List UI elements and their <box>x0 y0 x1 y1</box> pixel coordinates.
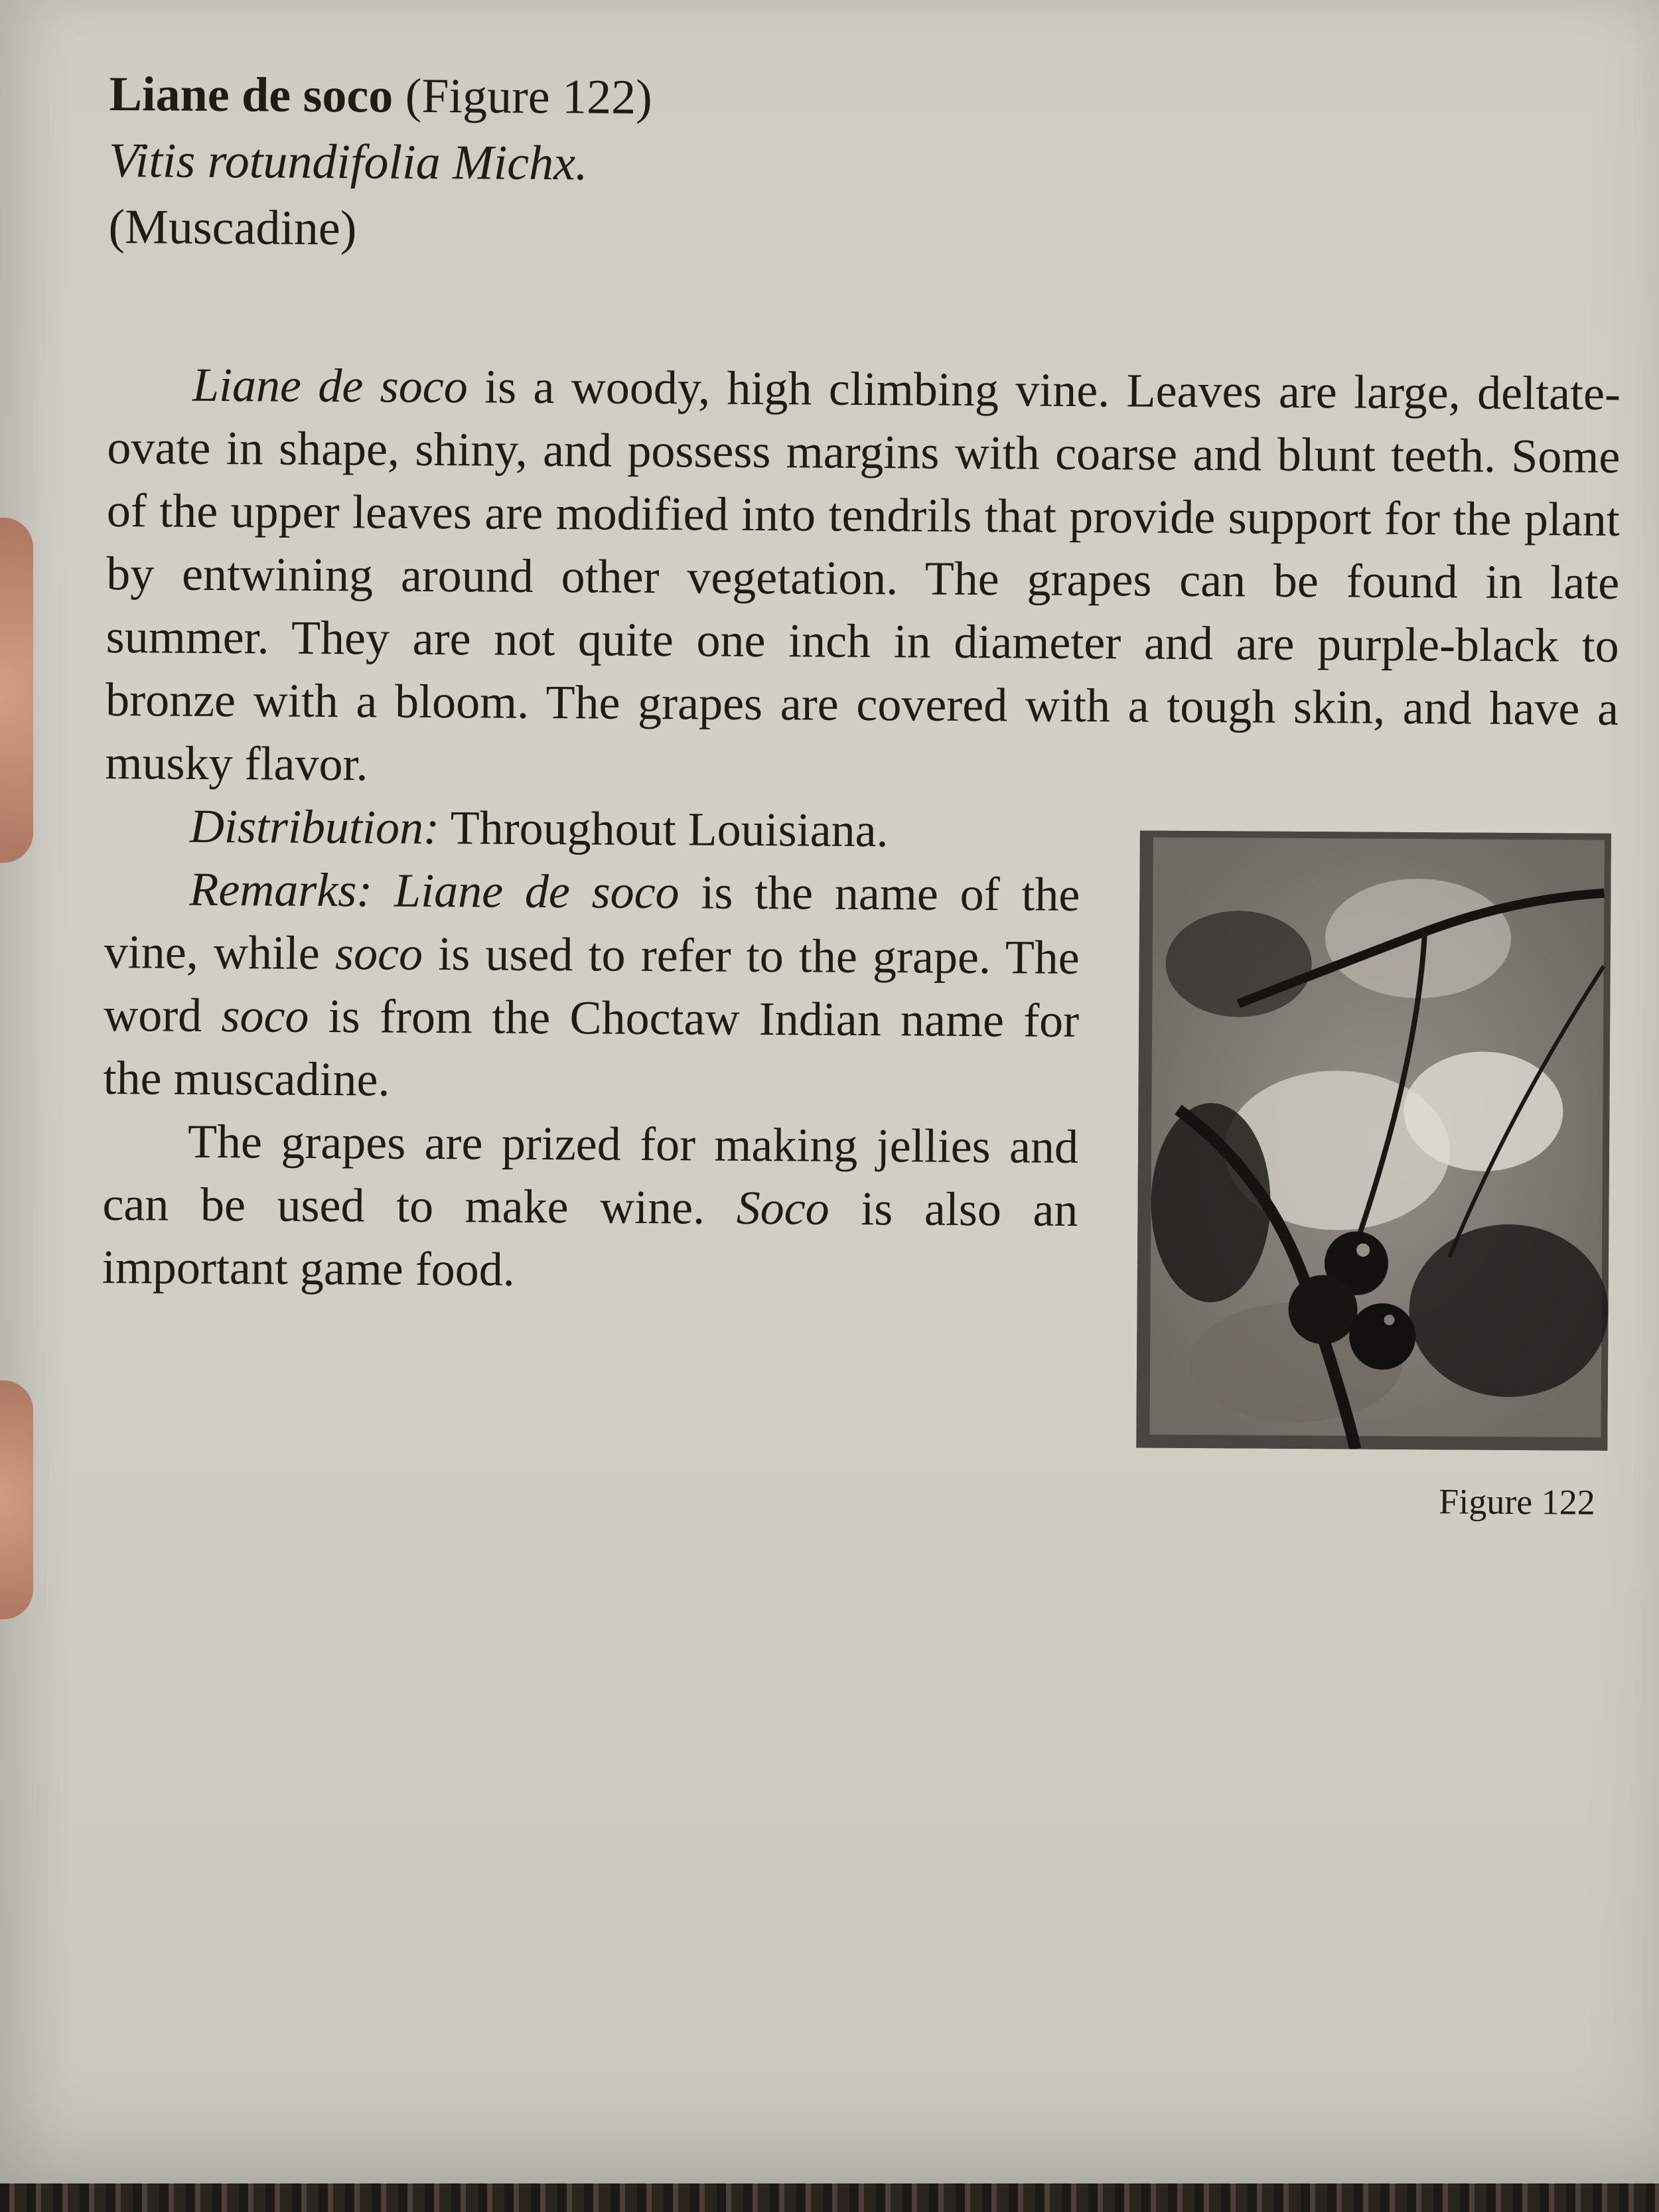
page-content <box>101 61 1623 1536</box>
description-text: is a woody, high climbing vine. Leaves are large, deltate-ovate in shape, shiny, and possess margins with coarse and blunt teeth. Some of the upper leaves are modified into tendrils that provide support for the plant by entwining around other vegetation. The grapes can be found in late summer. They are not quite one inch in diameter and are purple-black to bronze with a bloom. The grapes are covered with a tough skin, and have a musky flavor. <box>105 360 1621 791</box>
common-name: Liane de soco <box>109 66 394 123</box>
thumb <box>0 1380 33 1619</box>
thumb <box>0 518 33 863</box>
background-fabric <box>0 2183 1659 2212</box>
distribution-text: Throughout Louisiana. <box>439 801 889 857</box>
description-lead: Liane de soco <box>192 358 468 413</box>
remarks-text-2: is used to refer to the grape. The word <box>103 926 1080 1043</box>
distribution-label: Distribution: <box>189 799 440 855</box>
remarks-text-1: is the name of the vine, while <box>104 865 1080 980</box>
figure-caption: Figure 122 <box>1439 1481 1595 1522</box>
description-paragraph <box>105 353 1621 804</box>
scientific-name: Vitis rotundifolia Michx. <box>108 133 588 191</box>
closing-text-2: is also an important game food. <box>102 1181 1078 1296</box>
figure-reference: (Figure 122) <box>405 68 652 125</box>
closing-text-1: The grapes are prized for making jellies and can be used to make wine. <box>102 1114 1079 1234</box>
body-text <box>102 353 1621 1522</box>
remarks-text-3: is from the Choctaw Indian name for the muscadine. <box>103 989 1080 1106</box>
remarks-italic-3: soco <box>221 989 309 1043</box>
entry-heading <box>109 61 1623 137</box>
muscadine-photo <box>1136 831 1611 1451</box>
figure-122 <box>1136 831 1618 1522</box>
remarks-italic-1: Liane de soco <box>372 863 680 919</box>
remarks-label: Remarks: <box>189 862 373 917</box>
english-name: (Muscadine) <box>108 199 357 256</box>
remarks-italic-2: soco <box>334 926 423 980</box>
closing-italic: Soco <box>736 1181 830 1235</box>
